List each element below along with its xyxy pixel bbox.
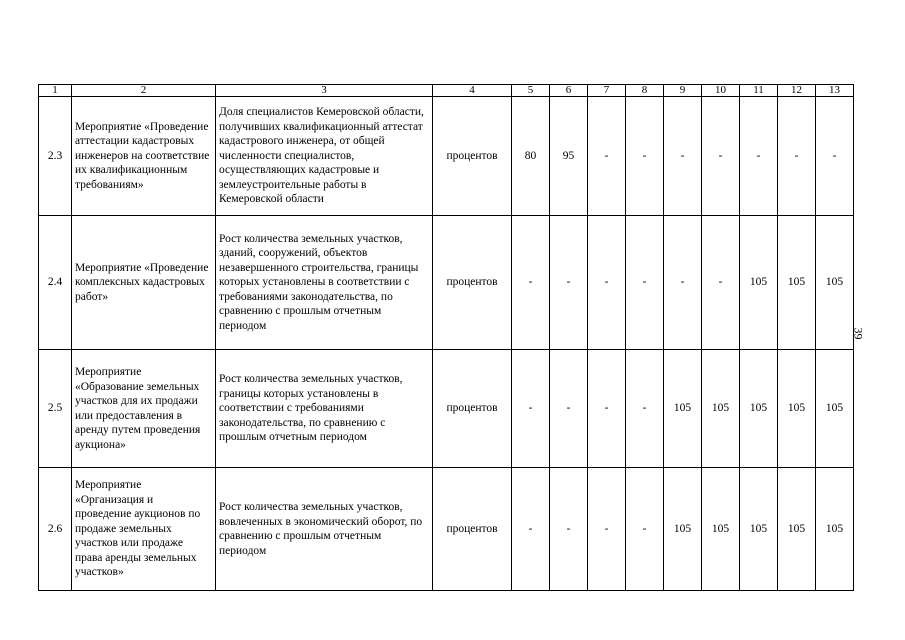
column-numbers-row bbox=[39, 85, 854, 97]
value-cell: 95 bbox=[550, 97, 588, 216]
table-row bbox=[39, 468, 854, 591]
value-cell: 105 bbox=[778, 468, 816, 591]
table-row bbox=[39, 97, 854, 216]
value-cell: - bbox=[702, 97, 740, 216]
column-number: 2 bbox=[72, 85, 216, 97]
value-cell: 105 bbox=[740, 468, 778, 591]
unit-cell: процентов bbox=[433, 216, 512, 350]
value-cell: - bbox=[626, 97, 664, 216]
value-cell: 105 bbox=[702, 468, 740, 591]
value-cell: - bbox=[626, 468, 664, 591]
value-cell: - bbox=[512, 468, 550, 591]
table-row bbox=[39, 216, 854, 350]
column-number: 8 bbox=[626, 85, 664, 97]
column-number: 9 bbox=[664, 85, 702, 97]
value-cell: 105 bbox=[816, 350, 854, 468]
page-number: 39 bbox=[851, 327, 866, 340]
column-number: 1 bbox=[39, 85, 72, 97]
value-cell: 105 bbox=[778, 350, 816, 468]
value-cell: - bbox=[702, 216, 740, 350]
row-number: 2.4 bbox=[39, 216, 72, 350]
value-cell: - bbox=[550, 468, 588, 591]
value-cell: - bbox=[550, 350, 588, 468]
column-number: 7 bbox=[588, 85, 626, 97]
indicator-cell: Рост количества земельных участков, зданий, сооружений, объектов незавершенного строительства, границы которых установлены в соответствии с требованиями законодательства, по сравнению с прошлым отчетным периодом bbox=[216, 216, 433, 350]
value-cell: - bbox=[550, 216, 588, 350]
column-number: 4 bbox=[433, 85, 512, 97]
value-cell: 80 bbox=[512, 97, 550, 216]
event-cell: Мероприятие «Проведение аттестации кадастровых инженеров на соответствие их квалификационным требованиям» bbox=[72, 97, 216, 216]
value-cell: 105 bbox=[664, 468, 702, 591]
value-cell: - bbox=[588, 468, 626, 591]
column-number: 5 bbox=[512, 85, 550, 97]
column-number: 12 bbox=[778, 85, 816, 97]
value-cell: - bbox=[664, 97, 702, 216]
value-cell: 105 bbox=[816, 468, 854, 591]
value-cell: - bbox=[778, 97, 816, 216]
indicators-table bbox=[38, 84, 854, 591]
unit-cell: процентов bbox=[433, 468, 512, 591]
event-cell: Мероприятие «Проведение комплексных кадастровых работ» bbox=[72, 216, 216, 350]
column-number: 3 bbox=[216, 85, 433, 97]
value-cell: 105 bbox=[816, 216, 854, 350]
row-number: 2.3 bbox=[39, 97, 72, 216]
value-cell: - bbox=[512, 350, 550, 468]
indicator-cell: Рост количества земельных участков, вовлеченных в экономический оборот, по сравнению с прошлым отчетным периодом bbox=[216, 468, 433, 591]
column-number: 6 bbox=[550, 85, 588, 97]
value-cell: - bbox=[588, 97, 626, 216]
value-cell: 105 bbox=[664, 350, 702, 468]
value-cell: 105 bbox=[778, 216, 816, 350]
unit-cell: процентов bbox=[433, 97, 512, 216]
column-number: 10 bbox=[702, 85, 740, 97]
row-number: 2.6 bbox=[39, 468, 72, 591]
column-number: 13 bbox=[816, 85, 854, 97]
value-cell: - bbox=[626, 350, 664, 468]
value-cell: - bbox=[588, 216, 626, 350]
value-cell: 105 bbox=[740, 350, 778, 468]
value-cell: - bbox=[626, 216, 664, 350]
event-cell: Мероприятие «Образование земельных участков для их продажи или предоставления в аренду путем проведения аукциона» bbox=[72, 350, 216, 468]
value-cell: - bbox=[588, 350, 626, 468]
event-cell: Мероприятие «Организация и проведение аукционов по продаже земельных участков или продаже права аренды земельных участков» bbox=[72, 468, 216, 591]
row-number: 2.5 bbox=[39, 350, 72, 468]
indicator-cell: Доля специалистов Кемеровской области, получивших квалификационный аттестат кадастрового инженера, от общей численности специалистов, осуществляющих кадастровые и землеустроительные работы в Кемеровской области bbox=[216, 97, 433, 216]
table-row bbox=[39, 350, 854, 468]
value-cell: 105 bbox=[702, 350, 740, 468]
column-number: 11 bbox=[740, 85, 778, 97]
indicator-cell: Рост количества земельных участков, границы которых установлены в соответствии с требованиями законодательства, по сравнению с прошлым отчетным периодом bbox=[216, 350, 433, 468]
value-cell: - bbox=[664, 216, 702, 350]
unit-cell: процентов bbox=[433, 350, 512, 468]
value-cell: - bbox=[740, 97, 778, 216]
value-cell: - bbox=[816, 97, 854, 216]
value-cell: 105 bbox=[740, 216, 778, 350]
value-cell: - bbox=[512, 216, 550, 350]
